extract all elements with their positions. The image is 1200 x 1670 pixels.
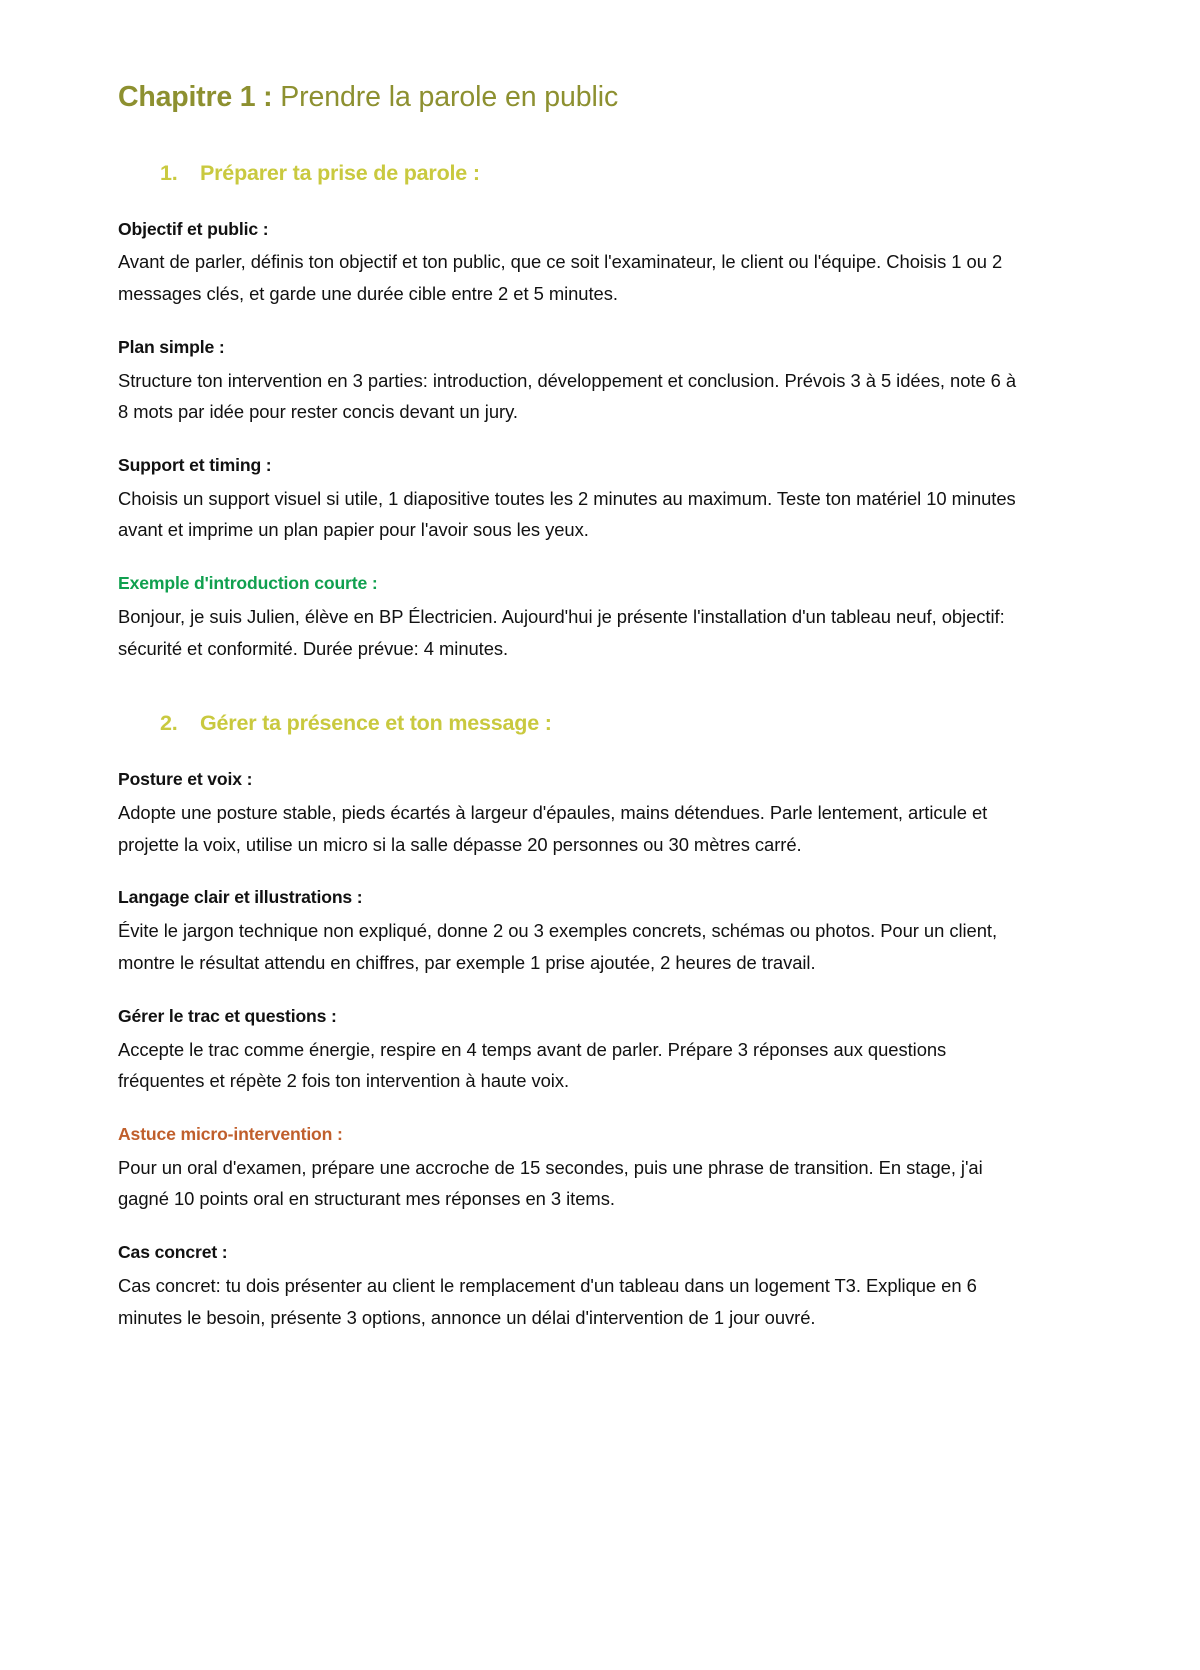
section-heading-2 [118, 711, 1082, 736]
block-title: Support et timing : [118, 454, 272, 475]
block-astuce-micro-intervention [118, 1123, 1082, 1215]
chapter-label: Chapitre 1 : [118, 81, 273, 113]
block-title-highlight-green: Exemple d'introduction courte : [118, 573, 378, 594]
section-number-2: 2. [160, 711, 178, 736]
section-heading-1 [118, 161, 1082, 186]
block-title: Plan simple : [118, 336, 225, 357]
block-title: Posture et voix : [118, 769, 253, 790]
block-body: Accepte le trac comme énergie, respire en 4 temps avant de parler. Prépare 3 réponses aux questions fréquentes et répète 2 fois ton intervention à haute voix. [118, 1038, 947, 1092]
block-objectif-et-public [118, 218, 1082, 310]
block-title: Objectif et public : [118, 218, 269, 239]
block-body: Évite le jargon technique non expliqué, donne 2 ou 3 exemples concrets, schémas ou photos. Pour un client, montre le résultat attendu en chiffres, par exemple 1 prise ajoutée, 2 heures de travail. [118, 920, 998, 973]
block-body: Adopte une posture stable, pieds écartés à largeur d'épaules, mains détendues. Parle lentement, articule et projette la voix, utilise un micro si la salle dépasse 20 personnes ou 30 mètres carré. [118, 802, 988, 855]
block-title: Langage clair et illustrations : [118, 887, 363, 908]
block-title: Gérer le trac et questions : [118, 1005, 337, 1026]
page-title [118, 80, 1082, 116]
block-title: Cas concret : [118, 1242, 228, 1262]
section-number-1: 1. [160, 160, 178, 185]
block-body: Avant de parler, définis ton objectif et ton public, que ce soit l'examinateur, le client ou l'équipe. Choisis 1 ou 2 messages clés, et garde une durée cible entre 2 et 5 minutes. [118, 251, 1003, 305]
block-posture-et-voix [118, 768, 1082, 860]
block-body: Cas concret: tu dois présenter au client le remplacement d'un tableau dans un logement T3. Explique en 6 minutes le besoin, présente 3 options, annonce un délai d'intervention de 1 jour ouvré. [118, 1274, 977, 1328]
block-support-et-timing [118, 454, 1082, 546]
chapter-title-text: Prendre la parole en public [272, 81, 619, 113]
block-body: Bonjour, je suis Julien, élève en BP Électricien. Aujourd'hui je présente l'installation d'un tableau neuf, objectif: sécurité et conformité. Durée prévue: 4 minutes. [118, 606, 1005, 659]
block-body: Structure ton intervention en 3 parties: introduction, développement et conclusion. Prévois 3 à 5 idées, note 6 à 8 mots par idée pour rester concis devant un jury. [118, 369, 1017, 423]
block-plan-simple [118, 336, 1082, 428]
block-body: Pour un oral d'examen, prépare une accroche de 15 secondes, puis une phrase de transition. En stage, j'ai gagné 10 points oral en structurant mes réponses en 3 items. [118, 1156, 983, 1210]
block-cas-concret [118, 1241, 1082, 1333]
section-title-2: Gérer ta présence et ton message : [200, 711, 552, 736]
block-gerer-le-trac [118, 1005, 1082, 1097]
block-langage-clair [118, 886, 1082, 978]
section-title-1: Préparer ta prise de parole : [200, 160, 480, 185]
block-body: Choisis un support visuel si utile, 1 diapositive toutes les 2 minutes au maximum. Teste ton matériel 10 minutes avant et imprime un plan papier pour l'avoir sous les yeux. [118, 487, 1016, 541]
block-title-highlight-orange: Astuce micro-intervention : [118, 1123, 343, 1144]
block-exemple-introduction [118, 572, 1082, 664]
